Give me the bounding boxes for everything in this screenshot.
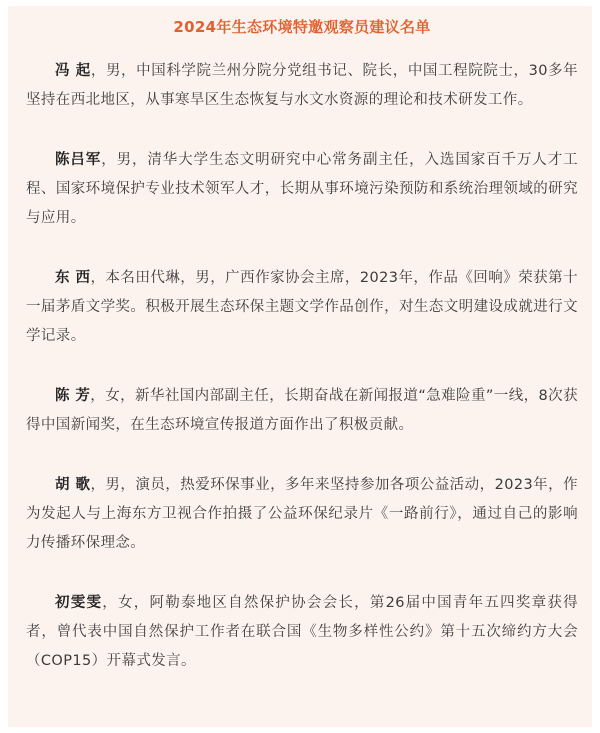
nominee-description: ，男，演员，热爱环保事业，多年来坚持参加各项公益活动，2023年，作为发起人与上海东方卫视合作拍摄了公益环保纪录片《一路前行》，通过自己的影响力传播环保理念。 [26,477,578,551]
nominee-description: ，女，阿勒泰地区自然保护协会会长，第26届中国青年五四奖章获得者，曾代表中国自然保护工作者在联合国《生物多样性公约》第十五次缔约方大会（COP15）开幕式发言。 [26,595,578,669]
nominee-entry [26,57,578,115]
article-card [8,6,592,727]
nominee-name: 初雯雯 [55,595,103,611]
list-title: 2024年生态环境特邀观察员建议名单 [173,18,431,36]
nominee-entry [26,146,578,233]
nominee-entry [26,382,578,440]
nominee-description: ，女，新华社国内部副主任，长期奋战在新闻报道“急难险重”一线，8次获得中国新闻奖，在生态环境宣传报道方面作出了积极贡献。 [26,388,578,433]
nominee-name: 东 西 [55,270,91,286]
nominee-name: 陈吕军 [55,152,102,168]
nominee-description: ，男，清华大学生态文明研究中心常务副主任，入选国家百千万人才工程、国家环境保护专业技术领军人才，长期从事环境污染预防和系统治理领域的研究与应用。 [26,152,579,226]
nominee-description: ，本名田代琳，男，广西作家协会主席，2023年，作品《回响》荣获第十一届茅盾文学奖。积极开展生态环保主题文学作品创作，对生态文明建设成就进行文学记录。 [26,270,578,344]
nominee-description: ，男，中国科学院兰州分院分党组书记、院长，中国工程院院士，30多年坚持在西北地区，从事寒旱区生态恢复与水文水资源的理论和技术研发工作。 [26,63,579,108]
nominee-name: 陈 芳 [55,388,91,404]
nominee-name: 胡 歌 [55,477,91,493]
nominee-entry [26,471,578,558]
nominee-entry [26,264,578,351]
nominee-name: 冯 起 [55,63,91,79]
nominee-entry [26,589,578,676]
